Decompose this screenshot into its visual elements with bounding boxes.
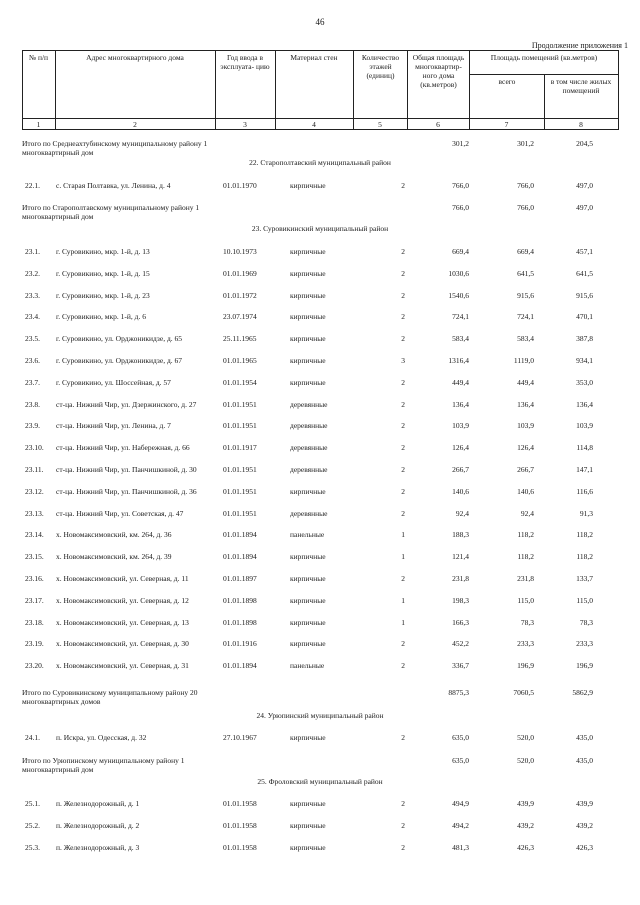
- cell-all: 78,3: [520, 617, 534, 627]
- cell-material: кирпичные: [290, 639, 326, 649]
- cell-address: ст-ца. Нижний Чир, ул. Дзержинского, д. 27: [56, 399, 197, 409]
- cell-no: 23.15.: [25, 552, 44, 562]
- cell-residential: 133,7: [576, 574, 593, 583]
- cell-year: 01.01.1917: [223, 443, 257, 453]
- cell-material: кирпичные: [290, 247, 326, 256]
- cell-year: 01.01.1894: [223, 661, 257, 671]
- cell-address: г. Суровикино, мкр. 1-й, д. 23: [56, 290, 150, 300]
- cell-address: х. Новомаксимовский, ул. Северная, д. 30: [56, 639, 189, 649]
- cell-year: 01.01.1951: [223, 421, 257, 431]
- col-num: 4: [312, 120, 316, 129]
- cell-material: кирпичные: [290, 290, 326, 300]
- cell-residential: 439,9: [576, 799, 593, 808]
- cell-address: ст-ца. Нижний Чир, ул. Набережная, д. 66: [56, 443, 190, 453]
- cell-floors: 1: [401, 617, 405, 627]
- cell-no: 23.16.: [25, 574, 44, 583]
- cell-no: 23.8.: [25, 399, 40, 409]
- cell-material: деревянные: [290, 443, 328, 453]
- header-premises-area: Площадь помещений (кв.метров): [490, 53, 598, 62]
- cell-total-area: 481,3: [452, 843, 469, 852]
- cell-residential: 641,5: [576, 268, 593, 278]
- cell-material: деревянные: [290, 421, 328, 431]
- cell-all: 103,9: [517, 421, 534, 431]
- cell-total-area: 449,4: [452, 377, 469, 387]
- cell-all: 140,6: [517, 486, 534, 496]
- header-address: Адрес многоквартирного дома: [86, 53, 184, 62]
- cell-year: 01.01.1916: [223, 639, 257, 649]
- cell-all: 231,8: [517, 574, 534, 583]
- summary-residential: 497,0: [576, 203, 593, 212]
- cell-year: 01.01.1954: [223, 377, 257, 387]
- cell-floors: 1: [401, 552, 405, 562]
- cell-address: х. Новомаксимовский, км. 264, д. 36: [56, 530, 172, 540]
- col-num: 8: [579, 120, 583, 129]
- cell-floors: 2: [401, 661, 405, 671]
- summary-residential: 435,0: [576, 756, 593, 765]
- cell-year: 10.10.1973: [223, 247, 257, 256]
- cell-material: кирпичные: [290, 617, 326, 627]
- col-divider: [22, 50, 23, 130]
- cell-all: 118,2: [517, 552, 534, 562]
- cell-residential: 136,4: [576, 399, 593, 409]
- cell-address: ст-ца. Нижний Чир, ул. Ленина, д. 7: [56, 421, 171, 431]
- col-num: 1: [36, 120, 41, 129]
- cell-no: 23.5.: [25, 334, 40, 344]
- cell-year: 01.01.1958: [223, 821, 257, 830]
- cell-year: 01.01.1958: [223, 843, 257, 852]
- cell-all: 520,0: [517, 733, 534, 742]
- cell-year: 01.01.1972: [223, 290, 257, 300]
- cell-residential: 934,1: [576, 356, 593, 365]
- header-all: всего: [498, 77, 516, 86]
- col-num: 2: [133, 120, 137, 129]
- cell-year: 01.01.1951: [223, 399, 257, 409]
- cell-no: 25.2.: [25, 821, 40, 830]
- cell-total-area: 266,7: [452, 465, 469, 474]
- cell-address: х. Новомаксимовский, ул. Северная, д. 12: [56, 595, 189, 605]
- cell-material: панельные: [290, 530, 325, 540]
- cell-residential: 115,0: [576, 595, 593, 605]
- cell-total-area: 724,1: [452, 312, 469, 322]
- summary-total-area: 8875,3: [448, 688, 469, 697]
- col-divider: [407, 50, 408, 130]
- cell-year: 01.01.1970: [223, 181, 257, 190]
- col-divider: [275, 50, 276, 130]
- cell-address: ст-ца. Нижний Чир, ул. Панчишкиной, д. 36: [56, 486, 197, 496]
- cell-residential: 196,9: [576, 661, 593, 671]
- cell-residential: 457,1: [576, 247, 593, 256]
- cell-no: 23.11.: [25, 465, 44, 474]
- col-divider: [55, 50, 56, 130]
- cell-no: 23.3.: [25, 290, 40, 300]
- cell-no: 23.17.: [25, 595, 44, 605]
- cell-address: г. Суровикино, ул. Шоссейная, д. 57: [56, 377, 171, 387]
- cell-year: 01.01.1897: [223, 574, 257, 583]
- cell-all: 233,3: [517, 639, 534, 649]
- cell-all: 118,2: [517, 530, 534, 540]
- cell-floors: 2: [401, 574, 405, 583]
- cell-residential: 353,0: [576, 377, 593, 387]
- cell-total-area: 231,8: [452, 574, 469, 583]
- cell-floors: 2: [401, 639, 405, 649]
- cell-no: 23.1.: [25, 247, 40, 256]
- cell-all: 724,1: [517, 312, 534, 322]
- header-no: № п/п: [28, 53, 49, 62]
- cell-residential: 233,3: [576, 639, 593, 649]
- cell-residential: 426,3: [576, 843, 593, 852]
- cell-no: 23.19.: [25, 639, 44, 649]
- cell-floors: 2: [401, 377, 405, 387]
- cell-floors: 2: [401, 486, 405, 496]
- cell-material: кирпичные: [290, 377, 326, 387]
- cell-no: 23.18.: [25, 617, 44, 627]
- cell-material: кирпичные: [290, 486, 326, 496]
- cell-total-area: 1540,6: [448, 290, 469, 300]
- cell-residential: 915,6: [576, 290, 593, 300]
- cell-material: кирпичные: [290, 799, 326, 808]
- cell-floors: 2: [401, 508, 405, 518]
- cell-no: 25.1.: [25, 799, 40, 808]
- header-material: Материал стен: [290, 53, 338, 62]
- cell-material: деревянные: [290, 399, 328, 409]
- cell-total-area: 452,2: [452, 639, 469, 649]
- cell-no: 23.20.: [25, 661, 44, 671]
- cell-total-area: 1316,4: [448, 356, 469, 365]
- cell-total-area: 188,3: [452, 530, 469, 540]
- cell-no: 24.1.: [25, 733, 40, 742]
- cell-residential: 78,3: [579, 617, 593, 627]
- cell-floors: 2: [401, 268, 405, 278]
- cell-year: 25.11.1965: [223, 334, 257, 344]
- cell-all: 1119,0: [513, 356, 534, 365]
- summary-all: 301,2: [517, 139, 534, 148]
- cell-no: 23.13.: [25, 508, 44, 518]
- summary-all: 766,0: [517, 203, 534, 212]
- cell-material: кирпичные: [290, 821, 326, 830]
- cell-residential: 387,8: [576, 334, 593, 344]
- cell-year: 01.01.1958: [223, 799, 257, 808]
- cell-all: 115,0: [517, 595, 534, 605]
- cell-no: 23.14.: [25, 530, 44, 540]
- district-heading: 24. Урюпинский муниципальный район: [256, 711, 384, 720]
- col-divider: [618, 50, 619, 130]
- cell-year: 01.01.1965: [223, 356, 257, 365]
- summary-all: 520,0: [517, 756, 534, 765]
- summary-all: 7060,5: [513, 688, 534, 697]
- cell-address: ст-ца. Нижний Чир, ул. Советская, д. 47: [56, 508, 184, 518]
- cell-total-area: 766,0: [452, 181, 469, 190]
- cell-material: кирпичные: [290, 574, 326, 583]
- cell-total-area: 669,4: [452, 247, 469, 256]
- cell-all: 439,9: [517, 799, 534, 808]
- cell-material: кирпичные: [290, 334, 326, 344]
- district-heading: 25. Фроловский муниципальный район: [257, 777, 383, 786]
- cell-total-area: 583,4: [452, 334, 469, 344]
- cell-floors: 2: [401, 181, 405, 190]
- cell-residential: 91,3: [579, 508, 593, 518]
- col-num: 3: [243, 120, 247, 129]
- cell-year: 01.01.1951: [223, 508, 257, 518]
- district-heading: 22. Старополтавский муниципальный район: [249, 158, 391, 167]
- cell-material: деревянные: [290, 465, 328, 474]
- cell-material: кирпичные: [290, 181, 326, 190]
- cell-floors: 2: [401, 843, 405, 852]
- col-divider: [353, 50, 354, 130]
- cell-address: г. Суровикино, ул. Орджоникидзе, д. 67: [56, 356, 183, 365]
- cell-floors: 2: [401, 821, 405, 830]
- cell-floors: 2: [401, 465, 405, 474]
- cell-year: 01.01.1951: [223, 486, 257, 496]
- cell-no: 22.1.: [25, 181, 40, 190]
- cell-total-area: 103,9: [452, 421, 469, 431]
- cell-floors: 1: [401, 530, 405, 540]
- cell-address: г. Суровикино, мкр. 1-й, д. 15: [56, 268, 150, 278]
- cell-all: 449,4: [517, 377, 534, 387]
- cell-address: х. Новомаксимовский, км. 264, д. 39: [56, 552, 172, 562]
- summary-total-area: 635,0: [452, 756, 469, 765]
- header-floors: Количество этажей (единиц): [361, 53, 400, 80]
- cell-address: г. Суровикино, ул. Орджоникидзе, д. 65: [56, 334, 183, 344]
- cell-all: 196,9: [517, 661, 534, 671]
- cell-all: 915,6: [517, 290, 534, 300]
- cell-no: 23.12.: [25, 486, 44, 496]
- cell-total-area: 1030,6: [448, 268, 469, 278]
- cell-floors: 2: [401, 334, 405, 344]
- cell-all: 266,7: [517, 465, 534, 474]
- cell-total-area: 92,4: [455, 508, 469, 518]
- cell-floors: 2: [401, 312, 405, 322]
- cell-address: х. Новомаксимовский, ул. Северная, д. 11: [56, 574, 189, 583]
- cell-material: кирпичные: [290, 268, 326, 278]
- cell-all: 669,4: [517, 247, 534, 256]
- header-total-area: Общая площадь многоквартир- ного дома (кв.метров): [412, 53, 465, 89]
- district-heading: 23. Суровикинский муниципальный район: [251, 224, 389, 233]
- cell-no: 23.2.: [25, 268, 40, 278]
- cell-all: 583,4: [517, 334, 534, 344]
- cell-total-area: 140,6: [452, 486, 469, 496]
- cell-address: ст-ца. Нижний Чир, ул. Панчишкиной, д. 30: [56, 465, 197, 474]
- cell-no: 23.9.: [25, 421, 40, 431]
- cell-floors: 2: [401, 733, 405, 742]
- cell-residential: 147,1: [576, 465, 593, 474]
- cell-material: панельные: [290, 661, 325, 671]
- cell-all: 766,0: [517, 181, 534, 190]
- cell-total-area: 136,4: [452, 399, 469, 409]
- cell-no: 23.7.: [25, 377, 40, 387]
- cell-residential: 470,1: [576, 312, 593, 322]
- cell-address: х. Новомаксимовский, ул. Северная, д. 13: [56, 617, 189, 627]
- cell-residential: 118,2: [576, 530, 593, 540]
- cell-address: п. Железнодорожный, д. 1: [56, 799, 140, 808]
- header-year: Год ввода в эксплуата- цию: [220, 53, 270, 71]
- summary-residential: 5862,9: [572, 688, 593, 697]
- cell-address: с. Старая Полтавка, ул. Ленина, д. 4: [56, 181, 171, 190]
- header-num-rule: [22, 118, 618, 119]
- cell-all: 126,4: [517, 443, 534, 453]
- summary-label: Итого по Среднеахтубинскому муниципальному району 1 многоквартирный дом: [22, 139, 208, 157]
- cell-total-area: 494,9: [452, 799, 469, 808]
- cell-floors: 3: [401, 356, 405, 365]
- cell-floors: 2: [401, 443, 405, 453]
- cell-floors: 2: [401, 399, 405, 409]
- cell-all: 426,3: [517, 843, 534, 852]
- cell-total-area: 166,3: [452, 617, 469, 627]
- cell-all: 92,4: [520, 508, 534, 518]
- cell-no: 23.4.: [25, 312, 40, 322]
- cell-no: 23.10.: [25, 443, 44, 453]
- cell-address: г. Суровикино, мкр. 1-й, д. 13: [56, 247, 150, 256]
- cell-year: 01.01.1894: [223, 552, 257, 562]
- cell-total-area: 126,4: [452, 443, 469, 453]
- cell-residential: 435,0: [576, 733, 593, 742]
- cell-year: 01.01.1951: [223, 465, 257, 474]
- summary-total-area: 766,0: [452, 203, 469, 212]
- cell-all: 641,5: [517, 268, 534, 278]
- cell-residential: 103,9: [576, 421, 593, 431]
- cell-total-area: 121,4: [452, 552, 469, 562]
- cell-material: кирпичные: [290, 312, 326, 322]
- summary-label: Итого по Суровикинскому муниципальному району 20 многоквартирных домов: [22, 688, 198, 706]
- col-num: 7: [504, 120, 509, 129]
- header-bottom-rule: [22, 129, 618, 130]
- summary-residential: 204,5: [576, 139, 593, 148]
- cell-year: 01.01.1898: [223, 617, 257, 627]
- page-number: 46: [315, 17, 325, 27]
- continuation-label: Продолжение приложения 1: [531, 41, 628, 50]
- cell-no: 25.3.: [25, 843, 40, 852]
- col-divider: [215, 50, 216, 130]
- cell-total-area: 494,2: [452, 821, 469, 830]
- col-num: 6: [436, 120, 440, 129]
- cell-all: 439,2: [517, 821, 534, 830]
- cell-address: г. Суровикино, мкр. 1-й, д. 6: [56, 312, 146, 322]
- cell-residential: 439,2: [576, 821, 593, 830]
- cell-material: кирпичные: [290, 595, 326, 605]
- cell-all: 136,4: [517, 399, 534, 409]
- cell-total-area: 198,3: [452, 595, 469, 605]
- cell-material: кирпичные: [290, 356, 326, 365]
- cell-floors: 2: [401, 421, 405, 431]
- cell-address: х. Новомаксимовский, ул. Северная, д. 31: [56, 661, 189, 671]
- cell-total-area: 635,0: [452, 733, 469, 742]
- summary-total-area: 301,2: [452, 139, 469, 148]
- cell-floors: 2: [401, 799, 405, 808]
- cell-floors: 1: [401, 595, 405, 605]
- col-num: 5: [378, 120, 382, 129]
- cell-total-area: 336,7: [452, 661, 469, 671]
- cell-residential: 118,2: [576, 552, 593, 562]
- header-residential: в том числе жилых помещений: [550, 77, 612, 95]
- cell-address: п. Искра, ул. Одесская, д. 32: [56, 733, 147, 742]
- cell-year: 27.10.1967: [223, 733, 257, 742]
- cell-residential: 497,0: [576, 181, 593, 190]
- summary-label: Итого по Урюпинскому муниципальному району 1 многоквартирный дом: [22, 756, 185, 774]
- cell-floors: 2: [401, 290, 405, 300]
- summary-label: Итого по Старополтавскому муниципальному району 1 многоквартирный дом: [22, 203, 200, 221]
- cell-address: п. Железнодорожный, д. 2: [56, 821, 140, 830]
- cell-year: 01.01.1969: [223, 268, 257, 278]
- cell-year: 01.01.1898: [223, 595, 257, 605]
- header-top-rule: [22, 50, 618, 51]
- cell-residential: 116,6: [576, 486, 593, 496]
- cell-material: деревянные: [290, 508, 328, 518]
- cell-year: 01.01.1894: [223, 530, 257, 540]
- cell-floors: 2: [401, 247, 405, 256]
- cell-residential: 114,8: [576, 443, 593, 453]
- cell-address: п. Железнодорожный, д. 3: [56, 843, 140, 852]
- cell-no: 23.6.: [25, 356, 40, 365]
- cell-material: кирпичные: [290, 733, 326, 742]
- cell-material: кирпичные: [290, 843, 326, 852]
- col-divider: [469, 50, 470, 130]
- cell-year: 23.07.1974: [223, 312, 257, 322]
- cell-material: кирпичные: [290, 552, 326, 562]
- table-header: [22, 50, 618, 130]
